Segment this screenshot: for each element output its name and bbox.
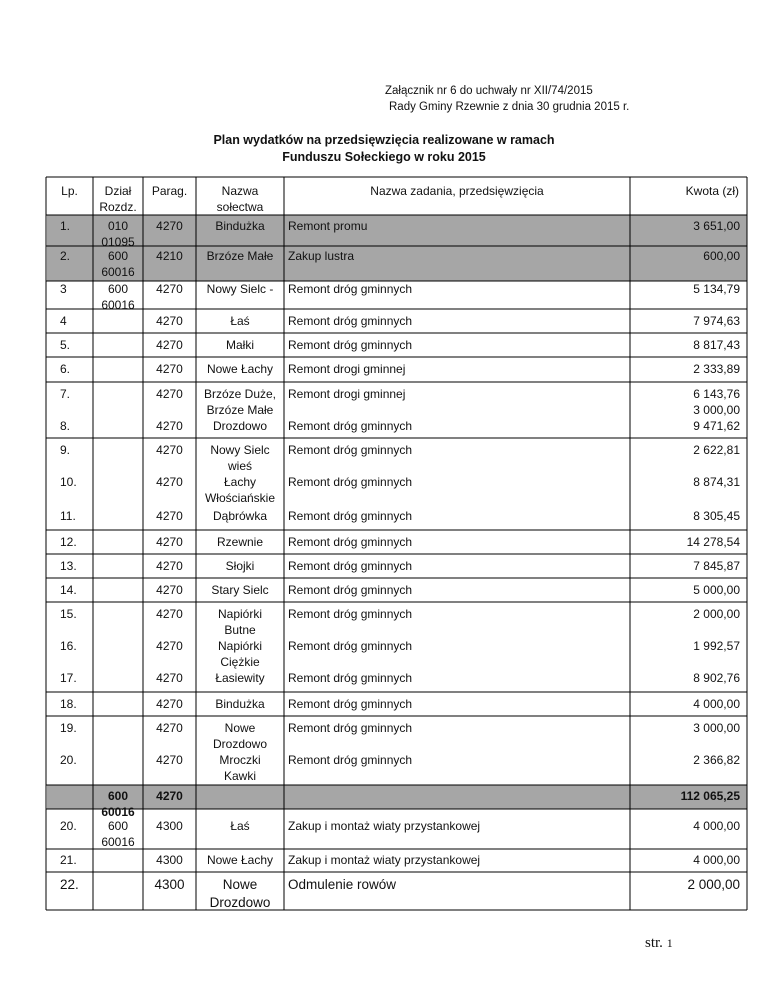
cell-parag: 4270 [156, 443, 183, 457]
cell-dzial: 60016 [101, 265, 135, 279]
cell-solectwo: Rzewnie [216, 535, 264, 549]
cell-solectwo: wieś [227, 459, 252, 473]
cell-lp: 1. [60, 219, 71, 233]
cell-zadanie: Remont dróg gminnych [288, 753, 413, 767]
cell-lp: 7. [60, 387, 71, 401]
cell-solectwo: Nowe [224, 721, 256, 735]
cell-solectwo: Bindużka [215, 697, 265, 711]
col-header-solectwa: sołectwa [216, 200, 264, 214]
cell-dzial: 60016 [101, 298, 135, 312]
cell-solectwo: Dąbrówka [212, 509, 268, 523]
cell-solectwo: Stary Sielc [211, 583, 269, 597]
cell-kwota: 3 651,00 [693, 219, 740, 233]
cell-kwota: 2 333,89 [693, 362, 740, 376]
cell-dzial: 600 [107, 789, 129, 803]
cell-parag: 4270 [156, 387, 183, 401]
cell-lp: 15. [60, 607, 77, 621]
cell-zadanie: Remont dróg gminnych [288, 607, 413, 621]
cell-lp: 2. [60, 249, 71, 263]
cell-parag: 4270 [156, 338, 183, 352]
cell-lp: 21. [60, 853, 77, 867]
col-header-rozdz: Rozdz. [99, 200, 137, 214]
cell-lp: 12. [60, 535, 77, 549]
cell-lp: 11. [60, 509, 76, 523]
cell-zadanie: Remont dróg gminnych [288, 559, 413, 573]
cell-dzial: 60016 [101, 835, 135, 849]
cell-parag: 4270 [156, 753, 183, 767]
cell-solectwo: Kawki [223, 769, 256, 783]
cell-parag: 4270 [156, 509, 183, 523]
title-line-1: Plan wydatków na przedsięwzięcia realizowane w ramach [213, 133, 555, 147]
cell-zadanie: Zakup i montaż wiaty przystankowej [288, 853, 481, 867]
cell-lp: 9. [60, 443, 71, 457]
cell-parag: 4270 [156, 559, 183, 573]
header-line-1: Załącznik nr 6 do uchwały nr XII/74/2015 [385, 85, 593, 97]
cell-kwota: 2 000,00 [687, 877, 740, 892]
cell-parag: 4270 [156, 219, 183, 233]
cell-kwota: 3 000,00 [693, 403, 740, 417]
cell-kwota: 8 902,76 [693, 671, 740, 685]
cell-zadanie: Zakup i montaż wiaty przystankowej [288, 819, 481, 833]
cell-parag: 4270 [156, 475, 183, 489]
cell-parag: 4270 [156, 419, 183, 433]
cell-kwota: 5 000,00 [693, 583, 740, 597]
cell-kwota: 2 366,82 [693, 753, 740, 767]
cell-zadanie: Remont dróg gminnych [288, 443, 413, 457]
cell-zadanie: Remont drogi gminnej [288, 362, 406, 376]
col-header-nazwa: Nazwa [221, 184, 259, 198]
cell-zadanie: Remont dróg gminnych [288, 475, 413, 489]
page-prefix: str. [645, 935, 663, 951]
cell-solectwo: Włościańskie [204, 491, 276, 505]
cell-solectwo: Nowy Sielc - [206, 282, 274, 296]
title-line-2: Funduszu Sołeckiego w roku 2015 [282, 150, 486, 164]
cell-dzial: 600 [107, 282, 129, 296]
cell-dzial: 01095 [101, 235, 135, 249]
cell-solectwo: Łachy [223, 475, 257, 489]
col-header-parag: Parag. [151, 184, 188, 198]
page-number [645, 935, 673, 952]
cell-lp: 5. [60, 338, 71, 352]
cell-kwota: 2 622,81 [693, 443, 740, 457]
cell-parag: 4270 [156, 282, 183, 296]
cell-parag: 4300 [154, 877, 185, 892]
cell-solectwo: Bindużka [215, 219, 265, 233]
cell-kwota: 3 000,00 [693, 721, 740, 735]
cell-kwota: 7 974,63 [693, 314, 740, 328]
cell-zadanie: Remont dróg gminnych [288, 419, 413, 433]
cell-zadanie: Remont dróg gminnych [288, 721, 413, 735]
col-header-dzial: Dział [104, 184, 132, 198]
cell-solectwo: Butne [224, 623, 256, 637]
page-num: 1 [666, 936, 673, 950]
cell-parag: 4270 [156, 671, 183, 685]
cell-zadanie: Remont dróg gminnych [288, 509, 413, 523]
cell-zadanie: Remont dróg gminnych [288, 338, 413, 352]
cell-parag: 4270 [156, 314, 183, 328]
cell-lp: 10. [60, 475, 77, 489]
cell-lp: 18. [60, 697, 77, 711]
cell-solectwo: Napiórki [217, 639, 262, 653]
cell-kwota: 7 845,87 [693, 559, 740, 573]
cell-kwota: 8 305,45 [693, 509, 740, 523]
cell-kwota: 14 278,54 [686, 535, 740, 549]
cell-lp: 20. [60, 753, 77, 767]
cell-solectwo: Łaś [230, 314, 250, 328]
cell-solectwo: Łaś [230, 819, 250, 833]
cell-solectwo: Brzóze Małe [206, 403, 274, 417]
cell-zadanie: Remont promu [288, 219, 368, 233]
cell-solectwo: Małki [225, 338, 254, 352]
cell-lp: 13. [60, 559, 77, 573]
cell-solectwo: Brzóze Małe [206, 249, 274, 263]
cell-solectwo: Nowe Łachy [206, 362, 274, 376]
cell-parag: 4300 [156, 819, 183, 833]
cell-dzial: 60016 [101, 805, 135, 819]
cell-zadanie: Remont dróg gminnych [288, 697, 413, 711]
cell-lp: 4 [60, 314, 67, 328]
cell-parag: 4270 [156, 721, 183, 735]
cell-parag: 4270 [156, 583, 183, 597]
cell-zadanie: Remont dróg gminnych [288, 535, 413, 549]
cell-solectwo: Drozdowo [209, 895, 271, 910]
cell-kwota: 8 817,43 [693, 338, 740, 352]
col-header-lp: Lp. [61, 184, 78, 198]
cell-kwota: 8 874,31 [693, 475, 740, 489]
cell-parag: 4270 [156, 639, 183, 653]
cell-zadanie: Remont dróg gminnych [288, 671, 413, 685]
cell-kwota: 1 992,57 [693, 639, 740, 653]
cell-kwota: 4 000,00 [693, 819, 740, 833]
cell-solectwo: Napiórki [217, 607, 262, 621]
cell-kwota: 9 471,62 [693, 419, 740, 433]
cell-solectwo: Ciężkie [220, 655, 260, 669]
cell-solectwo: Mroczki [219, 753, 261, 767]
cell-parag: 4300 [156, 853, 183, 867]
cell-zadanie: Remont dróg gminnych [288, 282, 413, 296]
cell-lp: 8. [60, 419, 71, 433]
cell-dzial: 600 [107, 819, 129, 833]
cell-lp: 17. [60, 671, 77, 685]
cell-solectwo: Drozdowo [212, 419, 268, 433]
cell-lp: 22. [60, 877, 79, 892]
cell-lp: 6. [60, 362, 71, 376]
cell-parag: 4270 [156, 362, 183, 376]
cell-kwota: 6 143,76 [693, 387, 740, 401]
cell-parag: 4270 [156, 535, 183, 549]
cell-solectwo: Brzóze Duże, [203, 387, 277, 401]
cell-kwota: 2 000,00 [693, 607, 740, 621]
cell-kwota: 5 134,79 [693, 282, 740, 296]
cell-solectwo: Słojki [225, 559, 255, 573]
cell-zadanie: Remont dróg gminnych [288, 314, 413, 328]
cell-lp: 16. [60, 639, 77, 653]
cell-parag: 4210 [156, 249, 183, 263]
cell-parag: 4270 [156, 607, 183, 621]
cell-kwota: 4 000,00 [693, 697, 740, 711]
cell-zadanie: Odmulenie rowów [288, 877, 397, 892]
cell-zadanie: Remont drogi gminnej [288, 387, 406, 401]
cell-kwota: 4 000,00 [693, 853, 740, 867]
cell-parag: 4270 [156, 697, 183, 711]
cell-kwota: 600,00 [703, 249, 740, 263]
header-line-2: Rady Gminy Rzewnie z dnia 30 grudnia 2015 r. [389, 101, 630, 113]
col-header-kwota: Kwota (zł) [685, 184, 739, 198]
cell-zadanie: Remont dróg gminnych [288, 639, 413, 653]
cell-lp: 14. [60, 583, 77, 597]
cell-solectwo: Nowe Łachy [206, 853, 274, 867]
cell-kwota: 112 065,25 [680, 789, 740, 803]
cell-dzial: 600 [107, 249, 129, 263]
cell-zadanie: Remont dróg gminnych [288, 583, 413, 597]
cell-lp: 19. [60, 721, 77, 735]
cell-solectwo: Łasiewity [215, 671, 265, 685]
col-header-zadanie: Nazwa zadania, przedsięwzięcia [370, 184, 544, 198]
cell-solectwo: Nowy Sielc [210, 443, 270, 457]
cell-zadanie: Zakup lustra [288, 249, 355, 263]
cell-parag: 4270 [156, 789, 183, 803]
cell-dzial: 010 [107, 219, 129, 233]
cell-lp: 20. [60, 819, 77, 833]
cell-solectwo: Nowe [222, 877, 258, 892]
cell-solectwo: Drozdowo [212, 737, 268, 751]
cell-lp: 3 [60, 282, 67, 296]
